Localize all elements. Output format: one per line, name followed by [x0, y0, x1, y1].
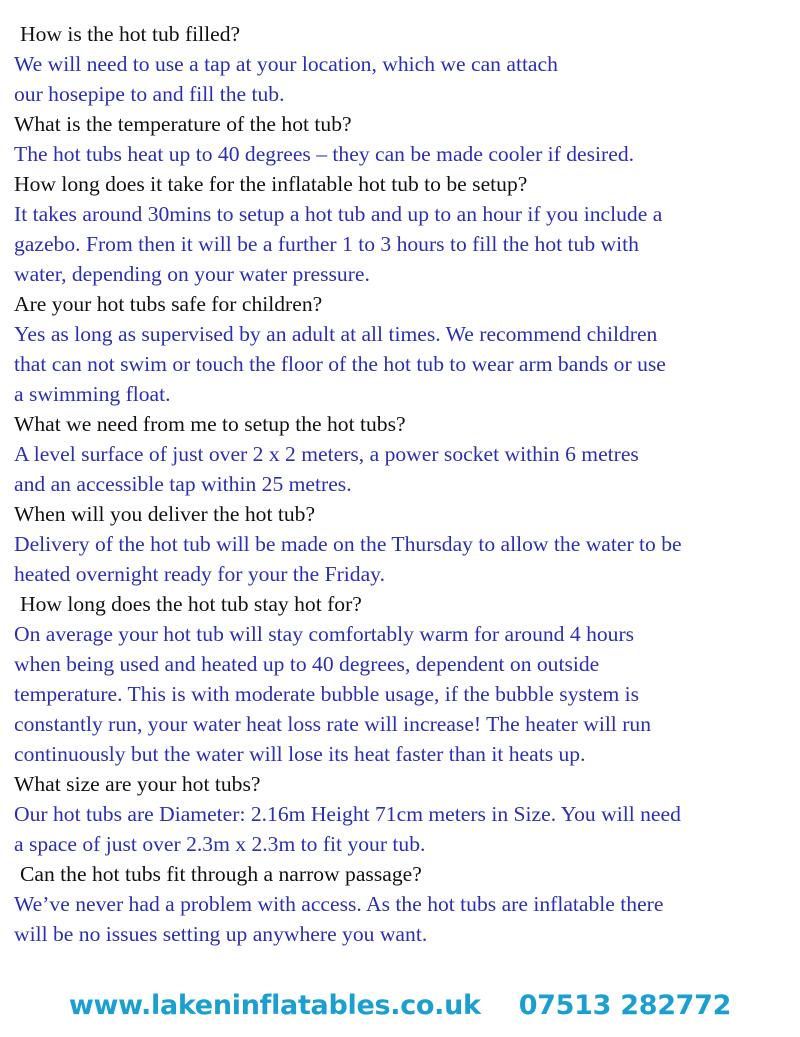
faq-answer-line: gazebo. From then it will be a further 1 to 3 hours to fill the hot tub with [14, 232, 639, 256]
faq-answer-line: Delivery of the hot tub will be made on the Thursday to allow the water to be [14, 532, 682, 556]
faq-question: How is the hot tub filled? [20, 22, 241, 46]
faq-answer-line: our hosepipe to and fill the tub. [14, 82, 285, 106]
faq-answer-line: A level surface of just over 2 x 2 meters, a power socket within 6 metres [14, 442, 639, 466]
faq-answer-line: and an accessible tap within 25 metres. [14, 472, 352, 496]
faq-answer-line: We’ve never had a problem with access. As the hot tubs are inflatable there [14, 892, 664, 916]
faq-answer-line: continuously but the water will lose its heat faster than it heats up. [14, 742, 586, 766]
faq-answer-line: The hot tubs heat up to 40 degrees – they can be made cooler if desired. [14, 142, 635, 166]
faq-answer-line: It takes around 30mins to setup a hot tub and up to an hour if you include a [14, 202, 663, 226]
website-link[interactable]: www.lakeninflatables.co.uk [68, 990, 481, 1021]
faq-answer-line: heated overnight ready for your the Friday. [14, 562, 385, 586]
faq-question: How long does it take for the inflatable hot tub to be setup? [14, 172, 528, 196]
faq-answer-line: temperature. This is with moderate bubble usage, if the bubble system is [14, 682, 640, 706]
faq-answer-line: water, depending on your water pressure. [14, 262, 370, 286]
faq-list [14, 19, 794, 949]
faq-question: What we need from me to setup the hot tubs? [14, 412, 406, 436]
faq-question: Can the hot tubs fit through a narrow passage? [20, 862, 422, 886]
phone-number: 07513 282772 [518, 990, 732, 1021]
faq-answer-line: will be no issues setting up anywhere you want. [14, 922, 428, 946]
faq-answer-line: We will need to use a tap at your location, which we can attach [14, 52, 558, 76]
faq-answer-line: Yes as long as supervised by an adult at all times. We recommend children [14, 322, 658, 346]
faq-question: How long does the hot tub stay hot for? [20, 592, 362, 616]
faq-answer-line: a swimming float. [14, 382, 171, 406]
faq-answer-line: that can not swim or touch the floor of the hot tub to wear arm bands or use [14, 352, 666, 376]
faq-question: What is the temperature of the hot tub? [14, 112, 352, 136]
contact-footer [0, 990, 800, 1021]
faq-question: Are your hot tubs safe for children? [14, 292, 323, 316]
faq-answer-line: when being used and heated up to 40 degrees, dependent on outside [14, 652, 600, 676]
faq-answer-line: On average your hot tub will stay comfortably warm for around 4 hours [14, 622, 635, 646]
faq-question: When will you deliver the hot tub? [14, 502, 316, 526]
faq-answer-line: a space of just over 2.3m x 2.3m to fit your tub. [14, 832, 426, 856]
faq-answer-line: constantly run, your water heat loss rate will increase! The heater will run [14, 712, 651, 736]
faq-question: What size are your hot tubs? [14, 772, 261, 796]
faq-answer-line: Our hot tubs are Diameter: 2.16m Height 71cm meters in Size. You will need [14, 802, 681, 826]
